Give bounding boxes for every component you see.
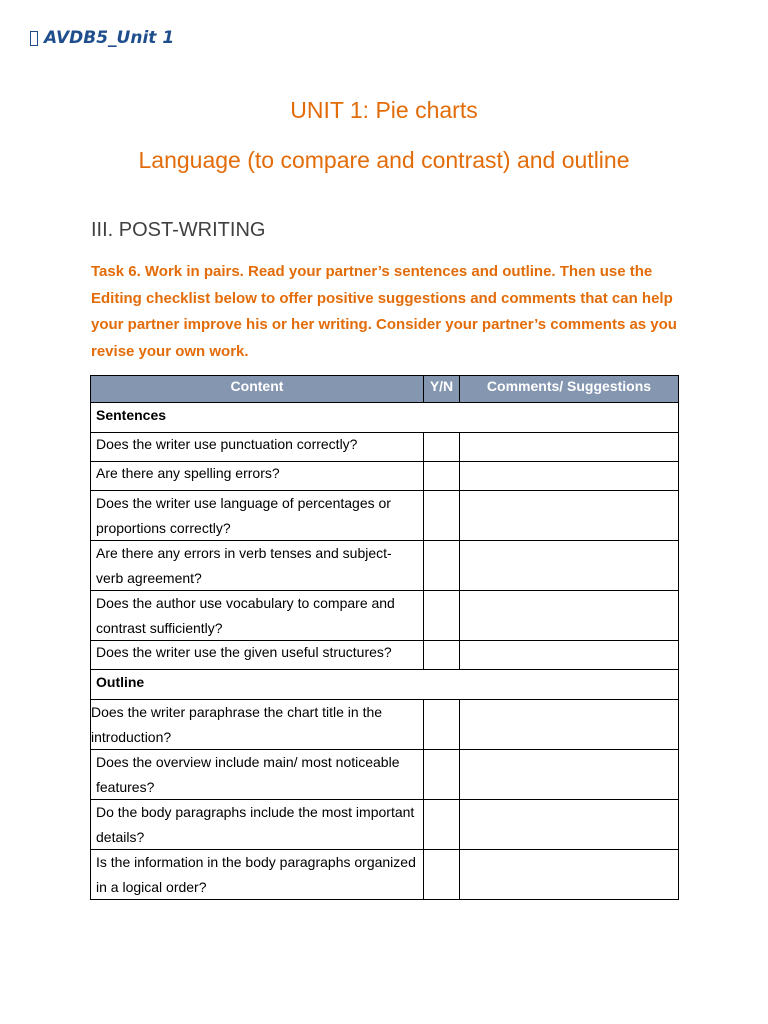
yn-cell[interactable] xyxy=(424,800,460,850)
table-row xyxy=(91,750,679,800)
yn-cell[interactable] xyxy=(424,433,460,462)
comments-cell[interactable] xyxy=(460,700,679,750)
comments-cell[interactable] xyxy=(460,541,679,591)
group-row-outline xyxy=(91,670,679,700)
yn-cell[interactable] xyxy=(424,541,460,591)
checklist-question: Does the writer use the given useful structures? xyxy=(91,641,424,670)
editing-checklist-table xyxy=(90,375,679,900)
yn-cell[interactable] xyxy=(424,641,460,670)
comments-cell[interactable] xyxy=(460,433,679,462)
yn-cell[interactable] xyxy=(424,750,460,800)
table-row xyxy=(91,850,679,900)
comments-cell[interactable] xyxy=(460,850,679,900)
comments-cell[interactable] xyxy=(460,641,679,670)
yn-cell[interactable] xyxy=(424,850,460,900)
checklist-question: Are there any errors in verb tenses and subject-verb agreement? xyxy=(91,541,424,591)
checklist-question: Are there any spelling errors? xyxy=(91,462,424,491)
comments-cell[interactable] xyxy=(460,491,679,541)
header-content: Content xyxy=(91,376,424,403)
comments-cell[interactable] xyxy=(460,750,679,800)
yn-cell[interactable] xyxy=(424,591,460,641)
table-row xyxy=(91,591,679,641)
comments-cell[interactable] xyxy=(460,800,679,850)
yn-cell[interactable] xyxy=(424,700,460,750)
header-yn: Y/N xyxy=(424,376,460,403)
table-row xyxy=(91,462,679,491)
checklist-question: Does the writer use punctuation correctly? xyxy=(91,433,424,462)
comments-cell[interactable] xyxy=(460,591,679,641)
table-row xyxy=(91,800,679,850)
checklist-question: Do the body paragraphs include the most important details? xyxy=(91,800,424,850)
group-label: Sentences xyxy=(91,403,679,433)
yn-cell[interactable] xyxy=(424,491,460,541)
section-heading: III. POST-WRITING xyxy=(91,219,266,241)
table-row xyxy=(91,491,679,541)
yn-cell[interactable] xyxy=(424,462,460,491)
comments-cell[interactable] xyxy=(460,462,679,491)
table-row xyxy=(91,433,679,462)
page-title: UNIT 1: Pie charts xyxy=(290,97,478,123)
header-comments: Comments/ Suggestions xyxy=(460,376,679,403)
table-row xyxy=(91,641,679,670)
checklist-question: Does the author use vocabulary to compare and contrast sufficiently? xyxy=(91,591,424,641)
group-label: Outline xyxy=(91,670,679,700)
document-header-tag xyxy=(30,28,174,48)
checklist-question: Does the overview include main/ most noticeable features? xyxy=(91,750,424,800)
checklist-question: Does the writer paraphrase the chart title in the introduction? xyxy=(91,700,424,750)
missing-glyph-icon xyxy=(30,31,38,46)
table-row xyxy=(91,700,679,750)
table-row xyxy=(91,541,679,591)
group-row-sentences xyxy=(91,403,679,433)
checklist-question: Does the writer use language of percentages or proportions correctly? xyxy=(91,491,424,541)
table-header-row xyxy=(91,376,679,403)
checklist-question: Is the information in the body paragraphs organized in a logical order? xyxy=(91,850,424,900)
task-instructions: Task 6. Work in pairs. Read your partner’s sentences and outline. Then use the Editing checklist below to offer positive suggestions and comments that can help your partner improve his or her writing. Consider your partner’s comments as you revise your own work. xyxy=(91,263,677,361)
header-tag-text: AVDB5_Unit 1 xyxy=(44,28,175,48)
page-subtitle: Language (to compare and contrast) and outline xyxy=(138,147,630,173)
